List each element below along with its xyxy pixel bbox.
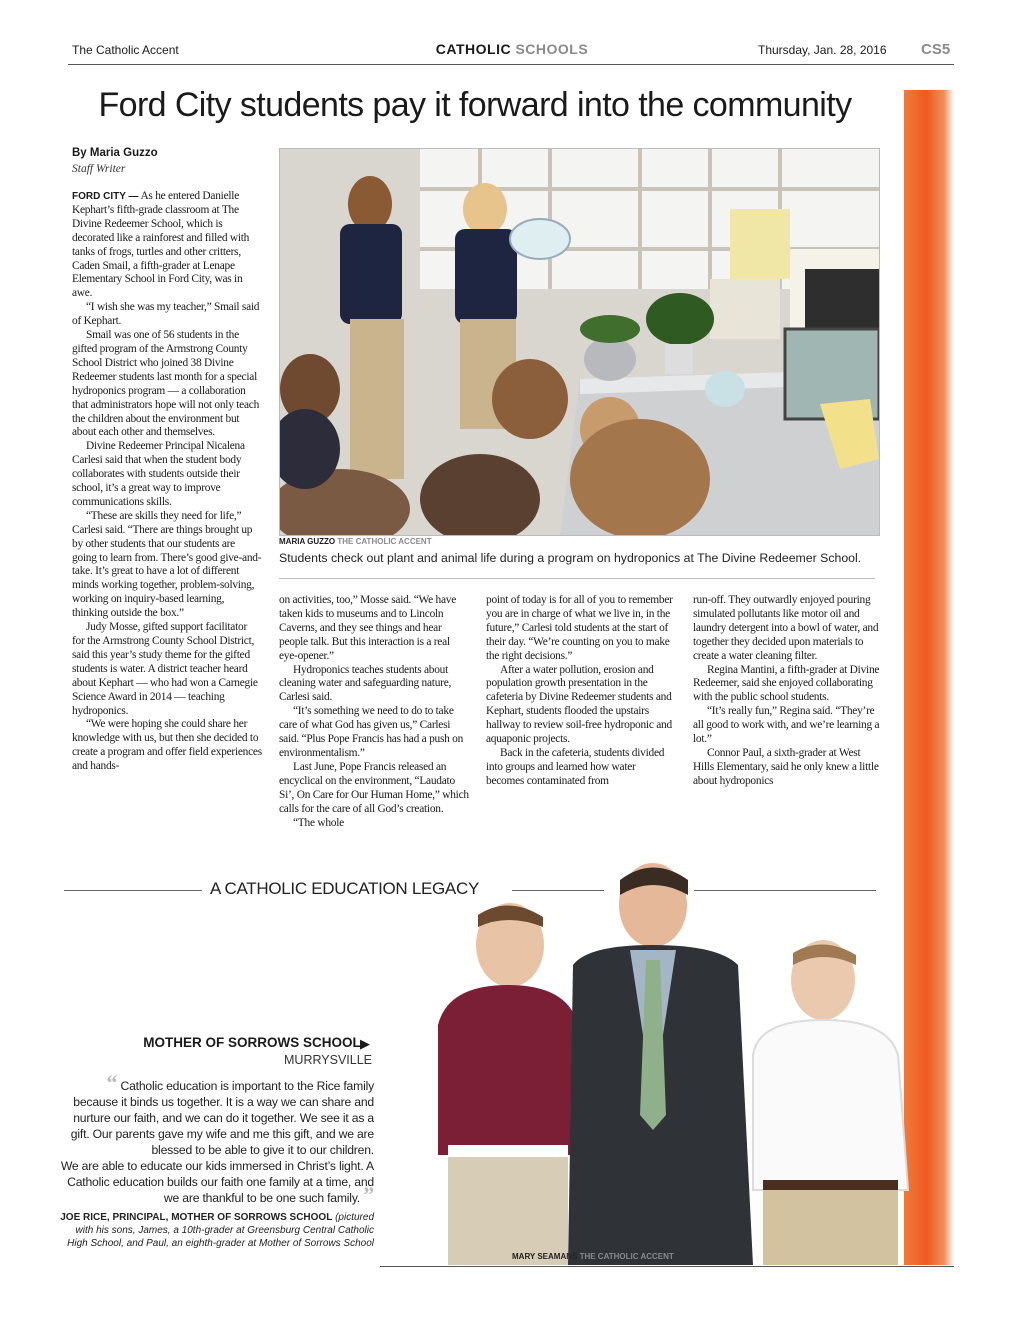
article-column-1: [72, 190, 262, 850]
quote-attribution: [60, 1211, 374, 1250]
article-paragraph: on activities, too,” Mosse said. “We have taken kids to museums and to Lincoln Caverns, and they see things and hear people talk. But this interaction is a real eye-opener.”: [279, 594, 457, 662]
photo2-credit: [512, 1252, 674, 1261]
article-paragraph: Back in the cafeteria, students divided into groups and learned how water becomes contaminated from: [486, 746, 665, 787]
open-quote-mark: “: [106, 1070, 118, 1095]
page-number: CS5: [921, 41, 951, 58]
photo-credit: [279, 537, 432, 546]
article-paragraph: Smail was one of 56 students in the gifted program of the Armstrong County School District who joined 38 Divine Redeemer students last month for a special hydroponics program — a collaboration that administrators hope will not only teach the children about the environment but about each other and themselves.: [72, 329, 260, 439]
article-paragraph: [72, 190, 262, 301]
section-title-part2: SCHOOLS: [515, 41, 589, 57]
quote-paragraph-2: We are able to educate our kids immersed in Christ’s light. A Catholic education builds our faith one family at a time, and we are thankful to be one such family.: [60, 1159, 374, 1205]
school-name: [70, 1035, 372, 1050]
quote-paragraph-1: Catholic education is important to the Rice family because it binds us together. It is a way we can share and nurture our faith, and we can do it together. We see it as a gift. Our parents gave my wife and me this gift, and we are blessed to be able to give it to our children.: [70, 1079, 374, 1157]
close-quote-mark: ”: [363, 1182, 374, 1207]
photo2-credit-name: MARY SEAMANS: [512, 1252, 578, 1261]
legacy-section-title: A CATHOLIC EDUCATION LEGACY: [210, 879, 479, 898]
paragraph-text: As he entered Danielle Kephart’s fifth-grade classroom at The Divine Redeemer School, which is decorated like a rainforest and filled with tanks of frogs, turtles and other critters, Caden Smail, a fifth-grader at Lenape Elementary School in Ford City, was in awe.: [72, 190, 250, 300]
byline: By Maria Guzzo: [72, 147, 158, 159]
rice-family-photo: [408, 855, 928, 1265]
article-paragraph: After a water pollution, erosion and population growth presentation in the cafeteria by Divine Redeemer students and Kephart, students flooded the upstairs hallway to review soil-free hydroponic and aquaponic projects.: [486, 663, 672, 746]
article-paragraph: “It’s really fun,” Regina said. “They’re all good to work with, and we’re learning a lot.”: [693, 705, 880, 746]
legacy-divider-left: [64, 890, 202, 891]
quote-attribution-name: JOE RICE, PRINCIPAL, MOTHER OF SORROWS SCHOOL: [60, 1212, 333, 1223]
school-town: MURRYSVILLE: [284, 1053, 372, 1067]
byline-role: Staff Writer: [72, 163, 126, 175]
quote-attribution-detail: (pictured with his sons, James, a 10th-grader at Greensburg Central Catholic High School, and Paul, an eighth-grader at Mother of Sorrows School: [67, 1212, 374, 1249]
caption-divider: [279, 578, 875, 579]
article-column-4: [693, 594, 883, 824]
article-paragraph: “These are skills they need for life,” Carlesi said. “There are things brought up by other students that our students are going to learn from. There’s good give-and-take. It’s great to have a lot of different minds working together, problem-solving, working on inquiry-based learning, thinking outside the box.”: [72, 509, 262, 620]
article-paragraph: Divine Redeemer Principal Nicalena Carlesi said that when the student body collaborates with students outside their school, it’s a great way to improve communications skills.: [72, 440, 245, 508]
article-column-2: [279, 594, 469, 854]
article-paragraph: Judy Mosse, gifted support facilitator for the Armstrong County School District, said this year’s study theme for the gifted students is water. A district teacher heard about Kephart — who had won a Carnegie Science Award in 2014 — teaching hydroponics.: [72, 621, 258, 717]
bottom-divider: [380, 1266, 954, 1267]
article-paragraph: Connor Paul, a sixth-grader at West Hills Elementary, said he only knew a little about hydroponics: [693, 746, 879, 787]
photo-credit-name: MARIA GUZZO: [279, 537, 336, 546]
article-paragraph: Hydroponics teaches students about cleaning water and safeguarding nature, Carlesi said.: [279, 663, 452, 704]
school-name-text: MOTHER OF SORROWS SCHOOL: [143, 1035, 361, 1050]
dateline: FORD CITY —: [72, 191, 139, 202]
section-title-part1: CATHOLIC: [435, 41, 512, 57]
article-paragraph: “The whole: [293, 816, 344, 829]
pull-quote: [60, 1070, 374, 1207]
article-column-3: [486, 594, 676, 824]
hydroponics-classroom-photo: [279, 148, 880, 536]
article-paragraph: Regina Mantini, a fifth-grader at Divine Redeemer, said she enjoyed collaborating with the public school students.: [693, 663, 880, 704]
publication-name: The Catholic Accent: [72, 43, 179, 57]
article-paragraph: “I wish she was my teacher,” Smail said of Kephart.: [72, 301, 260, 328]
photo-credit-org: THE CATHOLIC ACCENT: [337, 537, 432, 546]
article-paragraph: Last June, Pope Francis released an encyclical on the environment, “Laudato Si’, On Care for Our Human Home,” which calls for the care of all God’s creation.: [279, 760, 469, 815]
play-arrow-icon: ▶: [360, 1036, 370, 1051]
photo2-credit-org: THE CATHOLIC ACCENT: [579, 1252, 674, 1261]
issue-date: Thursday, Jan. 28, 2016: [758, 43, 887, 57]
article-paragraph: point of today is for all of you to remember you are in charge of what we live in, in the future,” Carlesi told students at the start of their day. “We’re counting on you to make the right decisions.”: [486, 594, 673, 662]
article-paragraph: run-off. They outwardly enjoyed pouring simulated pollutants like motor oil and laundry detergent into a bowl of water, and together they decided upon materials to create a water cleaning filter.: [693, 594, 879, 662]
photo-caption: Students check out plant and animal life during a program on hydroponics at The Divine Redeemer School.: [279, 551, 862, 565]
article-headline: Ford City students pay it forward into the community: [98, 86, 852, 124]
article-paragraph: “We were hoping she could share her knowledge with us, but then she decided to create a program and offer field experiences and hands-: [72, 718, 262, 773]
article-paragraph: “It’s something we need to do to take care of what God has given us,” Carlesi said. “Plus Pope Francis has had a push on environmentalism.”: [279, 705, 464, 759]
header-divider: [68, 64, 954, 65]
